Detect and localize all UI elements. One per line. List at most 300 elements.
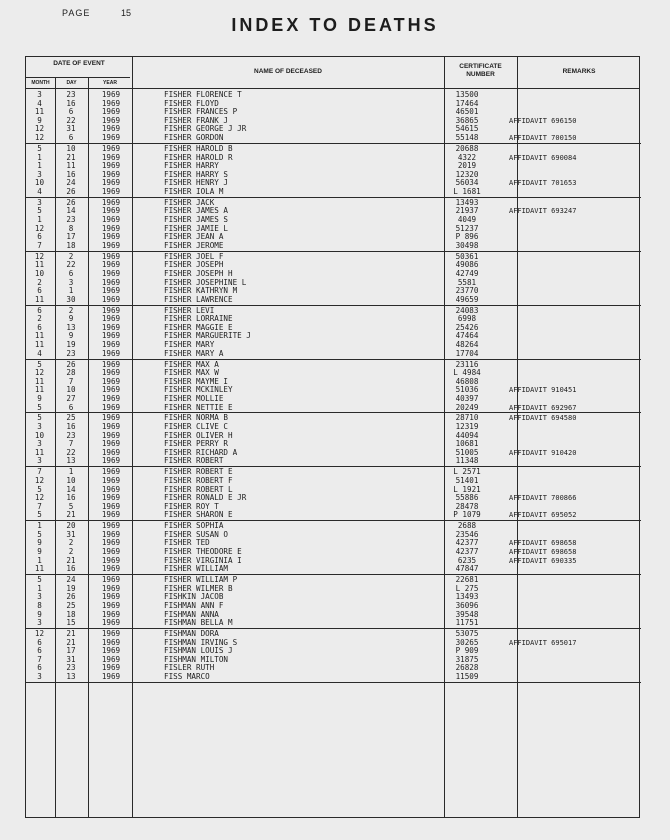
day-cell: 23	[66, 90, 76, 99]
name-cell: FISHER MARY A	[164, 348, 224, 358]
table-row	[26, 511, 641, 520]
certificate-cell: L 4984	[453, 368, 481, 378]
day-cell: 22	[66, 115, 76, 125]
day-cell: 10	[66, 385, 76, 395]
day-cell: 18	[66, 609, 76, 619]
year-cell: 1969	[101, 475, 121, 485]
name-cell: FISHER SOPHIA	[164, 521, 224, 531]
month-cell: 1	[37, 521, 42, 531]
month-cell: 12	[34, 629, 45, 638]
month-cell: 12	[34, 368, 45, 378]
day-cell: 31	[66, 654, 76, 664]
certificate-cell: 2688	[457, 521, 477, 531]
year-cell: 1969	[101, 143, 121, 153]
certificate-cell: 23546	[455, 529, 479, 539]
certificate-cell: 51401	[455, 475, 479, 485]
day-cell: 23	[66, 663, 76, 673]
name-cell: FISHKIN JACOB	[164, 592, 224, 602]
certificate-cell: 42377	[455, 547, 479, 556]
year-cell: 1969	[101, 98, 121, 108]
header-day: DAY	[66, 80, 77, 86]
month-cell: 5	[37, 359, 42, 369]
certificate-cell: 44094	[455, 430, 479, 440]
month-cell: 3	[37, 169, 42, 179]
month-cell: 12	[34, 475, 45, 485]
month-cell: 10	[34, 178, 45, 188]
year-cell: 1969	[101, 124, 121, 134]
name-cell: FISHMAN LOUIS J	[164, 646, 233, 656]
remarks-cell: AFFIDAVIT 910451	[509, 386, 577, 395]
day-cell: 23	[66, 348, 76, 358]
day-cell: 14	[66, 484, 76, 494]
name-cell: FISHMAN IRVING S	[164, 637, 238, 647]
table-row	[26, 134, 641, 143]
certificate-cell: 11348	[455, 456, 479, 466]
certificate-cell: 24083	[455, 305, 479, 315]
remarks-cell: AFFIDAVIT 695052	[509, 511, 577, 520]
month-cell: 6	[37, 663, 42, 673]
certificate-cell: 10681	[455, 439, 479, 449]
month-cell: 10	[34, 268, 45, 278]
table-row	[26, 457, 641, 466]
year-cell: 1969	[101, 393, 121, 403]
month-cell: 11	[34, 260, 45, 270]
year-cell: 1969	[101, 277, 121, 287]
name-cell: FISHER JOEL F	[164, 251, 224, 261]
day-cell: 6	[68, 133, 74, 142]
certificate-cell: 12319	[455, 422, 479, 431]
certificate-cell: 13493	[455, 592, 479, 602]
day-cell: 18	[66, 240, 76, 250]
month-cell: 12	[34, 493, 45, 503]
certificate-cell: 20249	[455, 402, 479, 412]
month-cell: 2	[37, 314, 42, 324]
month-cell: 5	[37, 510, 42, 520]
remarks-cell: AFFIDAVIT 700866	[509, 494, 577, 503]
name-cell: FISHER HENRY J	[164, 178, 229, 188]
year-cell: 1969	[101, 564, 121, 574]
year-cell: 1969	[101, 169, 121, 179]
year-cell: 1969	[101, 359, 121, 369]
certificate-cell: 47464	[455, 331, 479, 341]
year-cell: 1969	[101, 197, 121, 207]
remarks-cell: AFFIDAVIT 700150	[509, 134, 577, 142]
day-cell: 22	[66, 260, 76, 270]
certificate-cell: 22681	[455, 575, 479, 585]
table-row	[26, 296, 641, 305]
name-cell: FISHER ROBERT	[164, 456, 224, 466]
name-cell: FISHER JEROME	[164, 240, 224, 250]
day-cell: 10	[66, 475, 76, 485]
year-cell: 1969	[101, 368, 121, 378]
day-cell: 16	[66, 169, 76, 179]
certificate-cell: 13493	[455, 197, 479, 207]
year-cell: 1969	[101, 305, 121, 315]
year-cell: 1969	[101, 376, 121, 386]
year-cell: 1969	[101, 510, 121, 520]
certificate-cell: 11751	[455, 618, 479, 628]
name-cell: FISHER FLOYD	[164, 98, 219, 108]
day-cell: 2	[68, 538, 74, 548]
date-subheader-line	[26, 77, 130, 78]
month-cell: 1	[37, 161, 42, 171]
certificate-cell: 23770	[455, 286, 479, 296]
certificate-cell: 13500	[455, 90, 479, 99]
day-cell: 17	[66, 646, 76, 656]
day-cell: 2	[68, 251, 74, 261]
table-row	[26, 565, 641, 574]
certificate-cell: 6235	[457, 555, 477, 565]
year-cell: 1969	[101, 178, 121, 188]
day-cell: 13	[66, 322, 76, 332]
month-cell: 1	[37, 152, 42, 162]
month-cell: 12	[34, 124, 45, 134]
name-cell: FISHER HARRY	[164, 161, 219, 171]
day-cell: 21	[66, 629, 76, 638]
name-cell: FISHER HARRY S	[164, 169, 229, 179]
year-cell: 1969	[101, 286, 121, 296]
remarks-cell: AFFIDAVIT 695017	[509, 638, 577, 647]
month-cell: 12	[34, 251, 45, 261]
name-cell: FISHER NORMA B	[164, 413, 229, 423]
name-cell: FISHER JEAN A	[164, 232, 224, 242]
day-cell: 2	[68, 305, 74, 315]
day-cell: 24	[66, 575, 76, 585]
name-cell: FISHER HAROLD B	[164, 143, 233, 153]
year-cell: 1969	[101, 592, 121, 602]
day-cell: 6	[68, 107, 74, 117]
year-cell: 1969	[101, 538, 121, 548]
month-cell: 11	[34, 376, 45, 386]
certificate-cell: 23116	[455, 359, 479, 369]
certificate-cell: 6998	[457, 314, 477, 324]
year-cell: 1969	[101, 90, 121, 99]
month-cell: 12	[34, 133, 45, 142]
day-cell: 21	[66, 637, 76, 647]
table-row	[26, 404, 641, 413]
month-cell: 4	[37, 348, 42, 358]
certificate-cell: 20688	[455, 143, 479, 153]
day-cell: 16	[66, 564, 76, 574]
year-cell: 1969	[101, 215, 121, 224]
year-cell: 1969	[101, 422, 121, 431]
month-cell: 8	[37, 600, 42, 610]
name-cell: FISHER MARY	[164, 340, 215, 349]
header-name-of-deceased: NAME OF DECEASED	[254, 68, 322, 75]
table-row	[26, 350, 641, 359]
name-cell: FISHER ROY T	[164, 501, 219, 511]
name-cell: FISHER LORRAINE	[164, 314, 233, 324]
remarks-cell: AFFIDAVIT 910420	[509, 448, 577, 457]
year-cell: 1969	[101, 385, 121, 395]
remarks-cell: AFFIDAVIT 696150	[509, 116, 577, 125]
certificate-cell: 46808	[455, 376, 479, 386]
certificate-cell: P 1079	[453, 510, 481, 520]
name-cell: FISHMAN BELLA M	[164, 618, 233, 628]
name-cell: FISHER FRANK J	[164, 115, 229, 125]
certificate-cell: 47847	[455, 564, 479, 574]
page-label: PAGE	[62, 8, 91, 18]
certificate-cell: P 909	[455, 646, 479, 656]
day-cell: 9	[68, 331, 74, 341]
month-cell: 5	[37, 484, 42, 494]
certificate-cell: L 1681	[453, 186, 481, 196]
year-cell: 1969	[101, 646, 121, 656]
month-cell: 7	[37, 240, 42, 250]
day-cell: 20	[66, 521, 76, 531]
year-cell: 1969	[101, 223, 121, 233]
year-cell: 1969	[101, 529, 121, 539]
name-cell: FISHER PERRY R	[164, 439, 229, 449]
certificate-cell: 39548	[455, 609, 479, 619]
name-cell: FISHER MAX W	[164, 368, 219, 378]
year-cell: 1969	[101, 484, 121, 494]
name-cell: FISHER JAMES S	[164, 215, 229, 224]
year-cell: 1969	[101, 206, 121, 216]
name-cell: FISHMAN DORA	[164, 629, 219, 638]
name-cell: FISS MARCO	[164, 672, 210, 681]
certificate-cell: 11509	[455, 672, 479, 681]
month-cell: 5	[37, 143, 42, 153]
day-cell: 1	[68, 467, 74, 477]
month-cell: 4	[37, 186, 42, 196]
day-cell: 26	[66, 592, 76, 602]
month-cell: 3	[37, 618, 42, 628]
certificate-cell: 54615	[455, 124, 479, 134]
name-cell: FISHER WILMER B	[164, 583, 233, 593]
certificate-cell: L 1921	[453, 484, 481, 494]
year-cell: 1969	[101, 456, 121, 466]
month-cell: 10	[34, 430, 45, 440]
month-cell: 5	[37, 206, 42, 216]
certificate-cell: 46501	[455, 107, 479, 117]
day-cell: 26	[66, 186, 76, 196]
day-cell: 6	[68, 268, 74, 278]
certificate-cell: 26828	[455, 663, 479, 673]
month-cell: 6	[37, 646, 42, 656]
name-cell: FISHER GORDON	[164, 133, 224, 142]
certificate-cell: 51237	[455, 223, 479, 233]
name-cell: FISHER JOSEPH H	[164, 268, 233, 278]
name-cell: FISHER SUSAN O	[164, 529, 229, 539]
name-cell: FISHER HAROLD R	[164, 152, 233, 162]
day-cell: 25	[66, 600, 76, 610]
certificate-cell: 17704	[455, 348, 479, 358]
header-certificate-number: CERTIFICATE NUMBER	[459, 63, 502, 78]
day-cell: 5	[68, 501, 74, 511]
year-cell: 1969	[101, 340, 121, 349]
month-cell: 3	[37, 672, 42, 681]
year-cell: 1969	[101, 501, 121, 511]
name-cell: FISHER WILLIAM P	[164, 575, 238, 585]
year-cell: 1969	[101, 186, 121, 196]
month-cell: 9	[37, 547, 42, 556]
name-cell: FISHER MAGGIE E	[164, 322, 233, 332]
day-cell: 7	[68, 439, 74, 449]
year-cell: 1969	[101, 240, 121, 250]
year-cell: 1969	[101, 629, 121, 638]
month-cell: 3	[37, 592, 42, 602]
year-cell: 1969	[101, 251, 121, 261]
day-cell: 16	[66, 422, 76, 431]
certificate-cell: 5581	[457, 277, 477, 287]
page-title: INDEX TO DEATHS	[231, 15, 439, 35]
name-cell: FISHER WILLIAM	[164, 564, 229, 574]
name-cell: FISHER FLORENCE T	[164, 90, 242, 99]
year-cell: 1969	[101, 161, 121, 171]
month-cell: 11	[34, 331, 45, 341]
header-date-of-event: DATE OF EVENT	[53, 60, 105, 67]
day-cell: 8	[68, 223, 74, 233]
header-bottom-line	[26, 88, 639, 89]
day-cell: 26	[66, 359, 76, 369]
year-cell: 1969	[101, 314, 121, 324]
day-cell: 15	[66, 618, 76, 628]
year-cell: 1969	[101, 521, 121, 531]
name-cell: FISHER GEORGE J JR	[164, 124, 247, 134]
year-cell: 1969	[101, 547, 121, 556]
name-cell: FISHER JAMIE L	[164, 223, 229, 233]
day-cell: 13	[66, 672, 76, 681]
name-cell: FISHER TED	[164, 538, 210, 548]
certificate-cell: 31875	[455, 654, 479, 664]
certificate-cell: 42377	[455, 538, 479, 548]
day-cell: 17	[66, 232, 76, 242]
year-cell: 1969	[101, 402, 121, 412]
name-cell: FISHER VIRGINIA I	[164, 555, 242, 565]
name-cell: FISHER JAMES A	[164, 206, 229, 216]
name-cell: FISHER LAWRENCE	[164, 294, 233, 304]
certificate-cell: 17464	[455, 98, 479, 108]
year-cell: 1969	[101, 348, 121, 358]
remarks-cell: AFFIDAVIT 692967	[509, 403, 577, 412]
day-cell: 21	[66, 555, 76, 565]
year-cell: 1969	[101, 609, 121, 619]
certificate-cell: 50361	[455, 251, 479, 261]
year-cell: 1969	[101, 618, 121, 628]
name-cell: FISHER JACK	[164, 197, 215, 207]
name-cell: FISHER ROBERT E	[164, 467, 233, 477]
certificate-cell: 51036	[455, 385, 479, 395]
name-cell: FISHER ROBERT L	[164, 484, 233, 494]
name-cell: FISHER MOLLIE	[164, 393, 224, 403]
day-cell: 1	[68, 286, 74, 296]
month-cell: 2	[37, 277, 42, 287]
day-cell: 13	[66, 456, 76, 466]
day-cell: 30	[66, 294, 76, 304]
name-cell: FISHER LEVI	[164, 305, 215, 315]
month-cell: 3	[37, 439, 42, 449]
day-cell: 31	[66, 124, 76, 134]
certificate-cell: 36096	[455, 600, 479, 610]
certificate-cell: 55148	[455, 133, 479, 142]
day-cell: 25	[66, 413, 76, 423]
name-cell: FISHMAN ANN F	[164, 600, 224, 610]
month-cell: 11	[34, 340, 45, 349]
month-cell: 5	[37, 575, 42, 585]
day-cell: 22	[66, 447, 76, 457]
month-cell: 11	[34, 385, 45, 395]
name-cell: FISHER THEODORE E	[164, 547, 242, 556]
name-cell: FISHER MCKINLEY	[164, 385, 233, 395]
certificate-cell: L 275	[455, 583, 479, 593]
year-cell: 1969	[101, 663, 121, 673]
year-cell: 1969	[101, 430, 121, 440]
day-cell: 9	[68, 314, 74, 324]
certificate-cell: 2019	[457, 161, 477, 171]
table-row	[26, 673, 641, 682]
year-cell: 1969	[101, 294, 121, 304]
month-cell: 9	[37, 115, 42, 125]
year-cell: 1969	[101, 467, 121, 477]
certificate-cell: 4322	[457, 152, 477, 162]
certificate-cell: 36865	[455, 115, 479, 125]
month-cell: 12	[34, 223, 45, 233]
name-cell: FISHER MAYME I	[164, 376, 229, 386]
certificate-cell: 30498	[455, 240, 479, 250]
certificate-cell: 28710	[455, 413, 479, 423]
day-cell: 19	[66, 340, 76, 349]
year-cell: 1969	[101, 637, 121, 647]
month-cell: 6	[37, 286, 42, 296]
certificate-cell: 55886	[455, 493, 479, 503]
certificate-cell: 56034	[455, 178, 479, 188]
month-cell: 5	[37, 402, 42, 412]
month-cell: 9	[37, 393, 42, 403]
certificate-cell: 4049	[457, 215, 477, 224]
year-cell: 1969	[101, 493, 121, 503]
certificate-cell: P 896	[455, 232, 479, 242]
year-cell: 1969	[101, 447, 121, 457]
day-cell: 14	[66, 206, 76, 216]
day-cell: 21	[66, 152, 76, 162]
name-cell: FISHER RICHARD A	[164, 447, 238, 457]
month-cell: 7	[37, 467, 42, 477]
month-cell: 1	[37, 555, 42, 565]
name-cell: FISHER KATHRYN M	[164, 286, 238, 296]
day-cell: 3	[68, 277, 74, 287]
remarks-cell: AFFIDAVIT 690335	[509, 556, 577, 565]
certificate-cell: 49659	[455, 294, 479, 304]
day-cell: 31	[66, 529, 76, 539]
certificate-cell: 48264	[455, 340, 479, 349]
year-cell: 1969	[101, 672, 121, 681]
certificate-cell: L 2571	[453, 467, 481, 477]
remarks-cell: AFFIDAVIT 701653	[509, 179, 577, 188]
year-cell: 1969	[101, 600, 121, 610]
name-cell: FISHMAN ANNA	[164, 609, 219, 619]
month-cell: 6	[37, 637, 42, 647]
month-cell: 11	[34, 447, 45, 457]
month-cell: 9	[37, 538, 42, 548]
day-cell: 16	[66, 98, 76, 108]
month-cell: 7	[37, 501, 42, 511]
remarks-cell: AFFIDAVIT 693247	[509, 207, 577, 216]
month-cell: 5	[37, 413, 42, 423]
day-cell: 24	[66, 178, 76, 188]
remarks-cell: AFFIDAVIT 694580	[509, 414, 577, 423]
year-cell: 1969	[101, 555, 121, 565]
certificate-cell: 30265	[455, 637, 479, 647]
year-cell: 1969	[101, 654, 121, 664]
remarks-cell: AFFIDAVIT 690084	[509, 153, 577, 162]
page-number: 15	[121, 8, 132, 18]
table-row	[26, 188, 641, 197]
year-cell: 1969	[101, 260, 121, 270]
certificate-cell: 40397	[455, 393, 479, 403]
header-year: YEAR	[103, 80, 117, 86]
day-cell: 26	[66, 197, 76, 207]
